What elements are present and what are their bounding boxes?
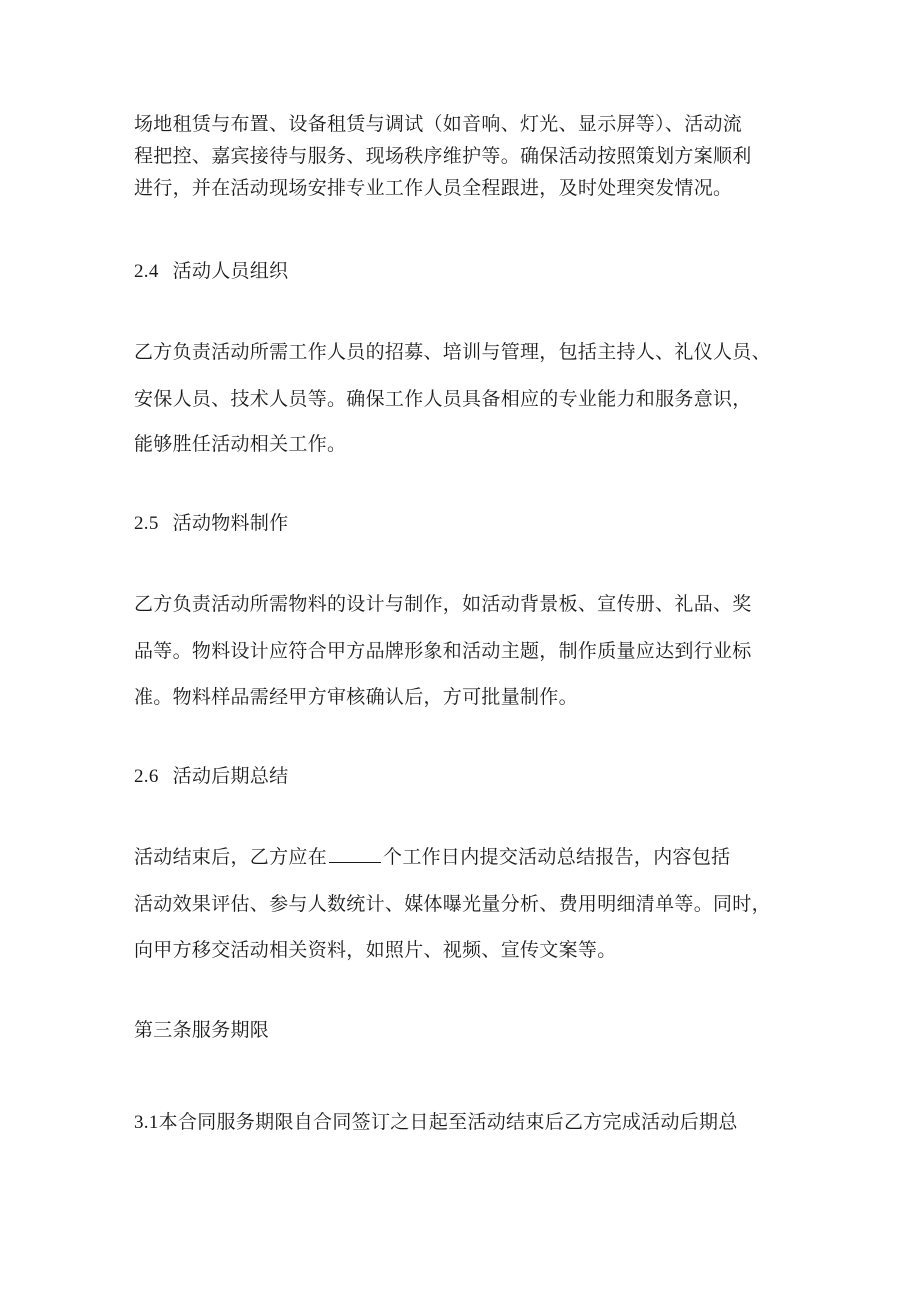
article-heading: 第三条服务期限 <box>134 1019 270 1041</box>
section-number: 2.4 <box>134 261 159 282</box>
clause-3-1 <box>134 1109 738 1136</box>
text-after-blank: 个工作日内提交活动总结报告，内容包括 <box>383 846 731 868</box>
text-before-blank: 活动结束后，乙方应在 <box>134 846 328 868</box>
paragraph-line: 安保人员、技术人员等。确保工作人员具备相应的专业能力和服务意识， <box>134 388 752 410</box>
paragraph-line: 准。物料样品需经甲方审核确认后，方可批量制作。 <box>134 686 578 708</box>
clause-number: 3.1 <box>134 1112 159 1133</box>
paragraph-line: 进行，并在活动现场安排专业工作人员全程跟进，及时处理突发情况。 <box>134 177 733 199</box>
paragraph-line <box>134 844 730 870</box>
section-number: 2.5 <box>134 513 159 534</box>
paragraph-line: 场地租赁与布置、设备租赁与调试（如音响、灯光、显示屏等）、活动流 <box>134 113 743 135</box>
paragraph-line: 程把控、嘉宾接待与服务、现场秩序维护等。确保活动按照策划方案顺利 <box>134 145 752 167</box>
section-heading-2-5 <box>134 510 288 537</box>
fill-in-blank[interactable] <box>329 844 381 863</box>
section-heading-2-6 <box>134 763 288 790</box>
paragraph-line: 品等。物料设计应符合甲方品牌形象和活动主题，制作质量应达到行业标 <box>134 640 752 662</box>
section-heading-2-4 <box>134 258 288 285</box>
section-title: 活动人员组织 <box>172 260 289 282</box>
clause-text: 本合同服务期限自合同签订之日起至活动结束后乙方完成活动后期总 <box>158 1111 738 1133</box>
paragraph-line: 乙方负责活动所需工作人员的招募、培训与管理，包括主持人、礼仪人员、 <box>134 341 771 363</box>
paragraph-line: 乙方负责活动所需物料的设计与制作，如活动背景板、宣传册、礼品、奖 <box>134 593 752 615</box>
paragraph-line: 能够胜任活动相关工作。 <box>134 433 347 455</box>
section-title: 活动后期总结 <box>172 765 289 787</box>
paragraph-line: 活动效果评估、参与人数统计、媒体曝光量分析、费用明细清单等。同时， <box>134 893 771 915</box>
paragraph-line: 向甲方移交活动相关资料，如照片、视频、宣传文案等。 <box>134 939 617 961</box>
section-title: 活动物料制作 <box>172 512 289 534</box>
section-number: 2.6 <box>134 766 159 787</box>
